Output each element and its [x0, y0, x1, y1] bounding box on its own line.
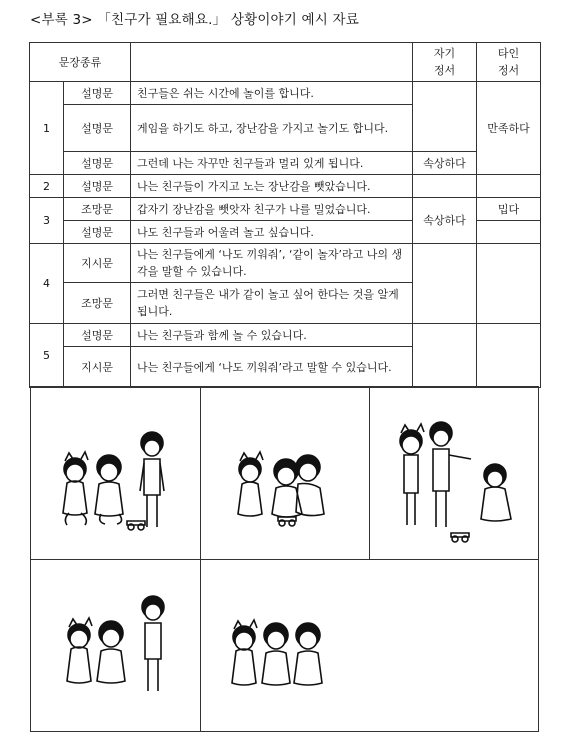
- header-self-emotion: 자기 정서: [413, 43, 477, 82]
- illustration-panel-2: [200, 387, 369, 559]
- group-number: 5: [30, 324, 64, 388]
- other-emotion-cell: [477, 175, 541, 198]
- table-row: [30, 244, 541, 283]
- sentence-text: 나는 친구들에게 ‘나도 끼워줘’, ‘같이 놀자’라고 나의 생각을 말할 수 있습니다.: [131, 244, 413, 283]
- page-title: <부록 3> 「친구가 필요해요.」 상황이야기 예시 자료: [30, 12, 359, 28]
- sentence-text: 나는 친구들이 가지고 노는 장난감을 뺏았습니다.: [131, 175, 413, 198]
- story-table: [29, 42, 541, 388]
- table-row: [30, 152, 541, 175]
- self-emotion-cell: 속상하다: [413, 198, 477, 244]
- sentence-text: 갑자기 장난감을 뺏앗자 친구가 나를 밀었습니다.: [131, 198, 413, 221]
- sentence-type: 조망문: [64, 283, 131, 324]
- sentence-type: 지시문: [64, 347, 131, 388]
- header-sentence-blank: [131, 43, 413, 82]
- other-emotion-cell: [477, 221, 541, 244]
- self-emotion-cell: [413, 175, 477, 198]
- sentence-text: 그러면 친구들은 내가 같이 놀고 싶어 한다는 것을 알게 됩니다.: [131, 283, 413, 324]
- self-emotion-cell: [413, 324, 477, 388]
- table-row: [30, 82, 541, 105]
- table-row: [30, 175, 541, 198]
- sentence-type: 설명문: [64, 105, 131, 152]
- group-number: 2: [30, 175, 64, 198]
- sentence-text: 그런데 나는 자꾸만 친구들과 멀리 있게 됩니다.: [131, 152, 413, 175]
- kids-talking-illustration: [31, 559, 200, 731]
- kids-together-illustration: [200, 559, 369, 731]
- self-emotion-cell: [413, 244, 477, 324]
- sentence-type: 설명문: [64, 152, 131, 175]
- sentence-text: 나는 친구들과 함께 놀 수 있습니다.: [131, 324, 413, 347]
- table-header-row: [30, 43, 541, 82]
- sentence-text: 게임을 하기도 하고, 장난감을 가지고 놀기도 합니다.: [131, 105, 413, 152]
- header-sentence-type: 문장종류: [30, 43, 131, 82]
- illustration-panel-5: [200, 559, 369, 731]
- other-emotion-cell: 만족하다: [477, 82, 541, 175]
- other-emotion-cell: [477, 244, 541, 324]
- sentence-text: 친구들은 쉬는 시간에 놀이를 합니다.: [131, 82, 413, 105]
- table-row: [30, 198, 541, 221]
- kids-playing-illustration: [31, 387, 200, 559]
- self-emotion-cell: [413, 82, 477, 152]
- kids-with-toy-illustration: [200, 387, 369, 559]
- sentence-type: 설명문: [64, 82, 131, 105]
- table-row: [30, 324, 541, 347]
- header-other-emotion: 타인 정서: [477, 43, 541, 82]
- other-emotion-cell: 밉다: [477, 198, 541, 221]
- sentence-text: 나는 친구들에게 ‘나도 끼워줘’라고 말할 수 있습니다.: [131, 347, 413, 388]
- sentence-type: 설명문: [64, 324, 131, 347]
- sentence-type: 지시문: [64, 244, 131, 283]
- kids-pushing-illustration: [369, 387, 538, 559]
- group-number: 4: [30, 244, 64, 324]
- sentence-type: 조망문: [64, 198, 131, 221]
- illustration-panel-1: [31, 387, 200, 559]
- group-number: 1: [30, 82, 64, 175]
- illustration-panel-4: [31, 559, 200, 731]
- group-number: 3: [30, 198, 64, 244]
- sentence-text: 나도 친구들과 어울려 놀고 싶습니다.: [131, 221, 413, 244]
- self-emotion-cell: 속상하다: [413, 152, 477, 175]
- sentence-type: 설명문: [64, 221, 131, 244]
- other-emotion-cell: [477, 324, 541, 388]
- sentence-type: 설명문: [64, 175, 131, 198]
- illustration-grid: [30, 386, 539, 732]
- illustration-panel-3: [369, 387, 538, 559]
